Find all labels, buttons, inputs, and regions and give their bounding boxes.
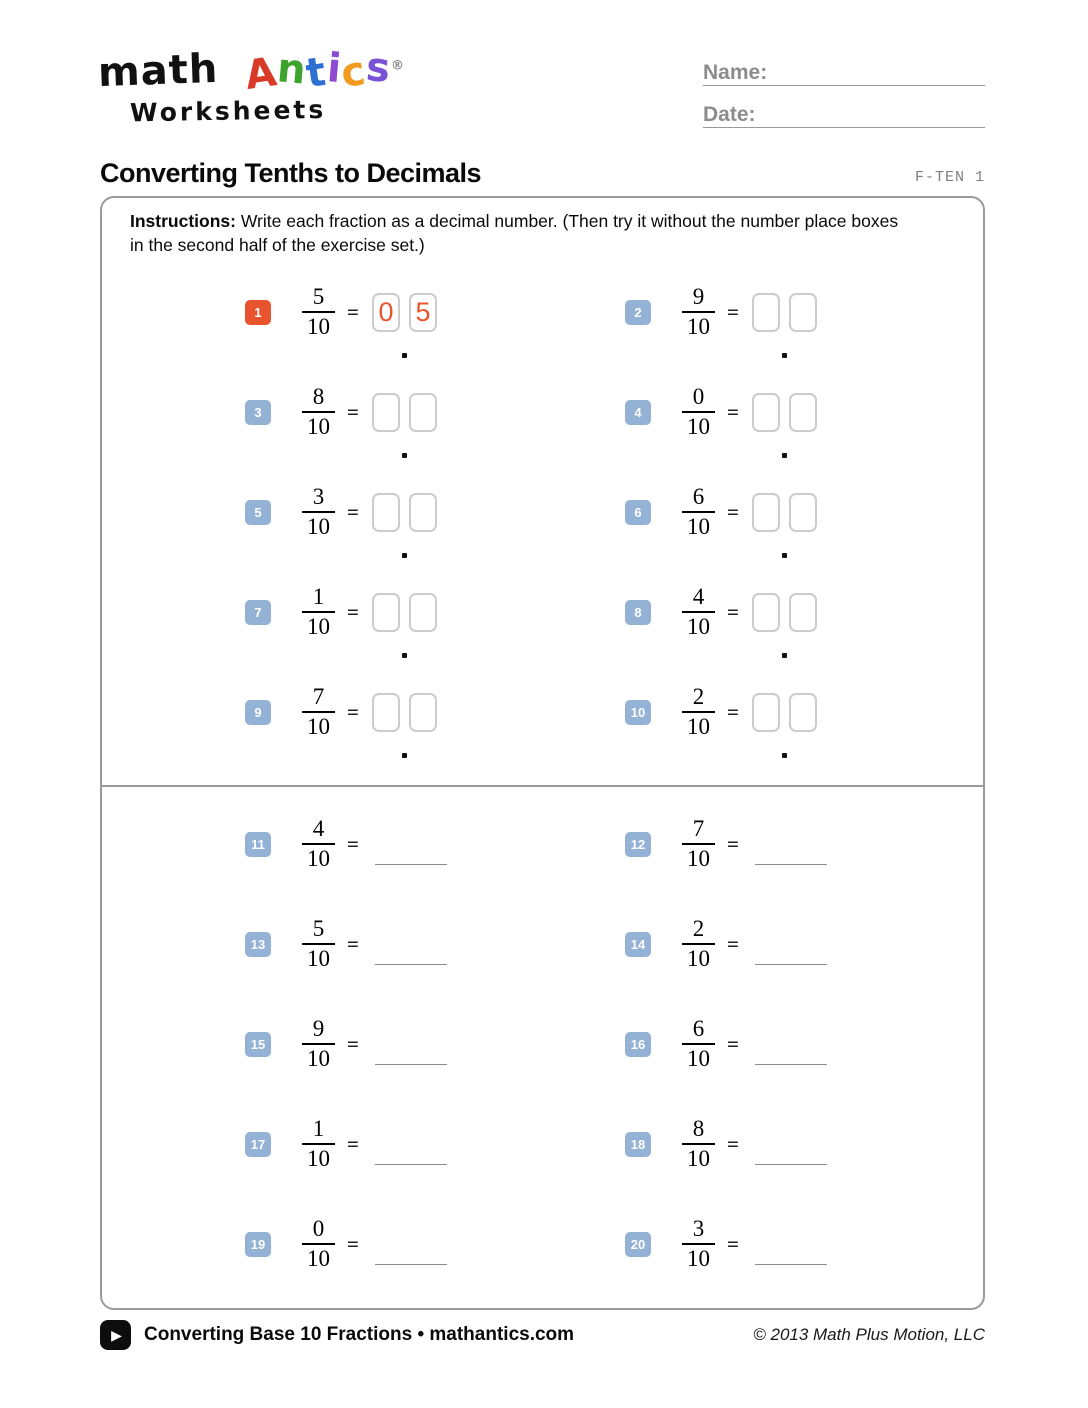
fraction-denominator: 10 — [302, 311, 335, 339]
equals-sign: = — [347, 499, 359, 524]
equals-sign: = — [727, 299, 739, 324]
logo-word-math: math — [97, 45, 220, 97]
problem-17 — [245, 1094, 625, 1194]
play-icon — [100, 1320, 131, 1350]
problems-with-boxes — [245, 262, 1005, 762]
instructions-label: Instructions: — [130, 211, 236, 231]
fraction — [682, 285, 715, 339]
fraction — [302, 485, 335, 539]
fraction-numerator: 4 — [692, 583, 705, 609]
fraction-denominator: 10 — [682, 943, 715, 971]
fraction-numerator: 5 — [312, 915, 325, 941]
answer-box-tenths[interactable] — [789, 593, 817, 632]
answer-line[interactable] — [375, 947, 447, 965]
problem-14 — [625, 894, 1005, 994]
problem-9 — [245, 662, 625, 762]
problem-2 — [625, 262, 1005, 362]
fraction — [302, 1117, 335, 1171]
problem-4 — [625, 362, 1005, 462]
fraction-numerator: 3 — [692, 1215, 705, 1241]
answer-box-tenths[interactable] — [789, 493, 817, 532]
problem-18 — [625, 1094, 1005, 1194]
worksheet-code: F-TEN 1 — [914, 169, 985, 186]
equals-sign: = — [347, 1131, 359, 1156]
equals-sign: = — [727, 399, 739, 424]
fraction-numerator: 8 — [692, 1115, 705, 1141]
fraction-numerator: 6 — [692, 1015, 705, 1041]
fraction-numerator: 0 — [312, 1215, 325, 1241]
name-field — [703, 56, 985, 86]
fraction — [302, 1017, 335, 1071]
fraction-denominator: 10 — [302, 1243, 335, 1271]
fraction — [302, 685, 335, 739]
problem-20 — [625, 1194, 1005, 1294]
answer-box-tenths[interactable]: 5 — [409, 293, 437, 332]
registered-mark: ® — [391, 58, 406, 74]
footer — [100, 1320, 985, 1350]
answer-box-ones[interactable]: 0 — [372, 293, 400, 332]
fraction-denominator: 10 — [682, 711, 715, 739]
problem-7 — [245, 562, 625, 662]
date-label: Date: — [703, 103, 756, 126]
answer-line[interactable] — [755, 847, 827, 865]
fraction — [682, 917, 715, 971]
answer-box-ones[interactable] — [752, 293, 780, 332]
equals-sign: = — [727, 1131, 739, 1156]
fraction — [682, 1117, 715, 1171]
problem-number-badge: 14 — [625, 932, 651, 957]
equals-sign: = — [727, 831, 739, 856]
equals-sign: = — [727, 1031, 739, 1056]
fraction-numerator: 1 — [312, 583, 325, 609]
fraction — [302, 585, 335, 639]
fraction — [682, 485, 715, 539]
problem-3 — [245, 362, 625, 462]
equals-sign: = — [347, 831, 359, 856]
problem-number-badge: 18 — [625, 1132, 651, 1157]
instructions-text: Write each fraction as a decimal number. (Then try it without the number place boxes in the second half of the exercise set.) — [130, 211, 899, 255]
fraction-numerator: 7 — [692, 815, 705, 841]
answer-line[interactable] — [755, 1147, 827, 1165]
problem-number-badge: 9 — [245, 700, 271, 725]
problem-11 — [245, 794, 625, 894]
fraction-numerator: 9 — [312, 1015, 325, 1041]
logo — [97, 43, 406, 128]
equals-sign: = — [727, 699, 739, 724]
answer-box-ones[interactable] — [372, 693, 400, 732]
fraction-denominator: 10 — [682, 311, 715, 339]
answer-box-tenths[interactable] — [409, 693, 437, 732]
problem-number-badge: 2 — [625, 300, 651, 325]
fraction — [302, 1217, 335, 1271]
name-input-line[interactable] — [767, 56, 985, 85]
answer-box-tenths[interactable] — [409, 493, 437, 532]
decimal-point — [402, 553, 407, 558]
problem-number-badge: 3 — [245, 400, 271, 425]
problem-16 — [625, 994, 1005, 1094]
fraction-denominator: 10 — [682, 511, 715, 539]
problem-12 — [625, 794, 1005, 894]
fraction — [682, 385, 715, 439]
answer-box-ones[interactable] — [372, 393, 400, 432]
problems-with-lines — [245, 794, 1005, 1294]
answer-box-tenths[interactable] — [409, 593, 437, 632]
answer-line[interactable] — [375, 1147, 447, 1165]
answer-box-ones[interactable] — [372, 593, 400, 632]
problem-1 — [245, 262, 625, 362]
decimal-point — [782, 353, 787, 358]
equals-sign: = — [727, 1231, 739, 1256]
fraction — [682, 817, 715, 871]
equals-sign: = — [347, 931, 359, 956]
problem-number-badge: 16 — [625, 1032, 651, 1057]
problem-number-badge: 12 — [625, 832, 651, 857]
fraction-numerator: 1 — [312, 1115, 325, 1141]
header-fields — [703, 56, 985, 140]
problem-number-badge: 19 — [245, 1232, 271, 1257]
date-field — [703, 98, 985, 128]
fraction-denominator: 10 — [302, 843, 335, 871]
fraction — [302, 385, 335, 439]
fraction-numerator: 6 — [692, 483, 705, 509]
answer-box-ones[interactable] — [752, 493, 780, 532]
decimal-point — [402, 653, 407, 658]
fraction-denominator: 10 — [302, 711, 335, 739]
fraction-numerator: 9 — [692, 283, 705, 309]
answer-line[interactable] — [375, 847, 447, 865]
problem-6 — [625, 462, 1005, 562]
fraction-denominator: 10 — [682, 411, 715, 439]
problem-10 — [625, 662, 1005, 762]
fraction-denominator: 10 — [302, 1143, 335, 1171]
problem-13 — [245, 894, 625, 994]
footer-copyright: © 2013 Math Plus Motion, LLC — [753, 1325, 985, 1344]
problem-number-badge: 10 — [625, 700, 651, 725]
title-row — [100, 158, 985, 189]
problem-number-badge: 17 — [245, 1132, 271, 1157]
problem-number-badge: 5 — [245, 500, 271, 525]
decimal-point — [782, 453, 787, 458]
logo-word-antics: Antics — [242, 43, 394, 99]
decimal-point — [782, 753, 787, 758]
equals-sign: = — [347, 1231, 359, 1256]
problem-number-badge: 4 — [625, 400, 651, 425]
problem-number-badge: 11 — [245, 832, 271, 857]
worksheet-panel — [100, 196, 985, 1310]
fraction-denominator: 10 — [302, 1043, 335, 1071]
decimal-point — [782, 653, 787, 658]
instructions — [102, 198, 932, 257]
fraction-denominator: 10 — [682, 611, 715, 639]
equals-sign: = — [727, 931, 739, 956]
decimal-point — [782, 553, 787, 558]
fraction-denominator: 10 — [302, 411, 335, 439]
problem-5 — [245, 462, 625, 562]
fraction-numerator: 7 — [312, 683, 325, 709]
fraction — [302, 285, 335, 339]
equals-sign: = — [347, 699, 359, 724]
decimal-point — [402, 353, 407, 358]
answer-box-tenths[interactable] — [789, 393, 817, 432]
fraction — [682, 1017, 715, 1071]
fraction-denominator: 10 — [682, 1243, 715, 1271]
footer-video-title: Converting Base 10 Fractions • mathantics.com — [144, 1324, 575, 1345]
fraction — [302, 917, 335, 971]
fraction — [682, 685, 715, 739]
equals-sign: = — [347, 1031, 359, 1056]
equals-sign: = — [347, 299, 359, 324]
equals-sign: = — [347, 599, 359, 624]
problem-number-badge: 8 — [625, 600, 651, 625]
fraction — [682, 1217, 715, 1271]
fraction-denominator: 10 — [682, 1143, 715, 1171]
answer-box-tenths[interactable] — [409, 393, 437, 432]
panel-divider — [102, 785, 983, 787]
fraction-denominator: 10 — [302, 611, 335, 639]
fraction — [302, 817, 335, 871]
answer-box-ones[interactable] — [752, 693, 780, 732]
fraction-numerator: 5 — [312, 283, 325, 309]
problem-15 — [245, 994, 625, 1094]
equals-sign: = — [347, 399, 359, 424]
fraction-denominator: 10 — [302, 511, 335, 539]
problem-number-badge: 6 — [625, 500, 651, 525]
fraction-numerator: 4 — [312, 815, 325, 841]
problem-number-badge: 1 — [245, 300, 271, 325]
problem-19 — [245, 1194, 625, 1294]
answer-box-ones[interactable] — [372, 493, 400, 532]
fraction-numerator: 3 — [312, 483, 325, 509]
answer-box-ones[interactable] — [752, 593, 780, 632]
fraction-denominator: 10 — [302, 943, 335, 971]
fraction-numerator: 2 — [692, 915, 705, 941]
page-title: Converting Tenths to Decimals — [100, 158, 482, 188]
answer-line[interactable] — [755, 1047, 827, 1065]
fraction-numerator: 2 — [692, 683, 705, 709]
answer-line[interactable] — [755, 1247, 827, 1265]
name-label: Name: — [703, 61, 768, 84]
answer-box-tenths[interactable] — [789, 693, 817, 732]
answer-line[interactable] — [755, 947, 827, 965]
decimal-point — [402, 753, 407, 758]
problem-number-badge: 15 — [245, 1032, 271, 1057]
fraction-numerator: 8 — [312, 383, 325, 409]
problem-number-badge: 7 — [245, 600, 271, 625]
fraction-denominator: 10 — [682, 1043, 715, 1071]
fraction-denominator: 10 — [682, 843, 715, 871]
problem-number-badge: 20 — [625, 1232, 651, 1257]
fraction-numerator: 0 — [692, 383, 705, 409]
answer-box-tenths[interactable] — [789, 293, 817, 332]
equals-sign: = — [727, 599, 739, 624]
logo-word-worksheets: Worksheets — [129, 94, 327, 128]
fraction — [682, 585, 715, 639]
decimal-point — [402, 453, 407, 458]
answer-line[interactable] — [375, 1047, 447, 1065]
problem-8 — [625, 562, 1005, 662]
date-input-line[interactable] — [756, 98, 985, 127]
answer-line[interactable] — [375, 1247, 447, 1265]
answer-box-ones[interactable] — [752, 393, 780, 432]
problem-number-badge: 13 — [245, 932, 271, 957]
equals-sign: = — [727, 499, 739, 524]
